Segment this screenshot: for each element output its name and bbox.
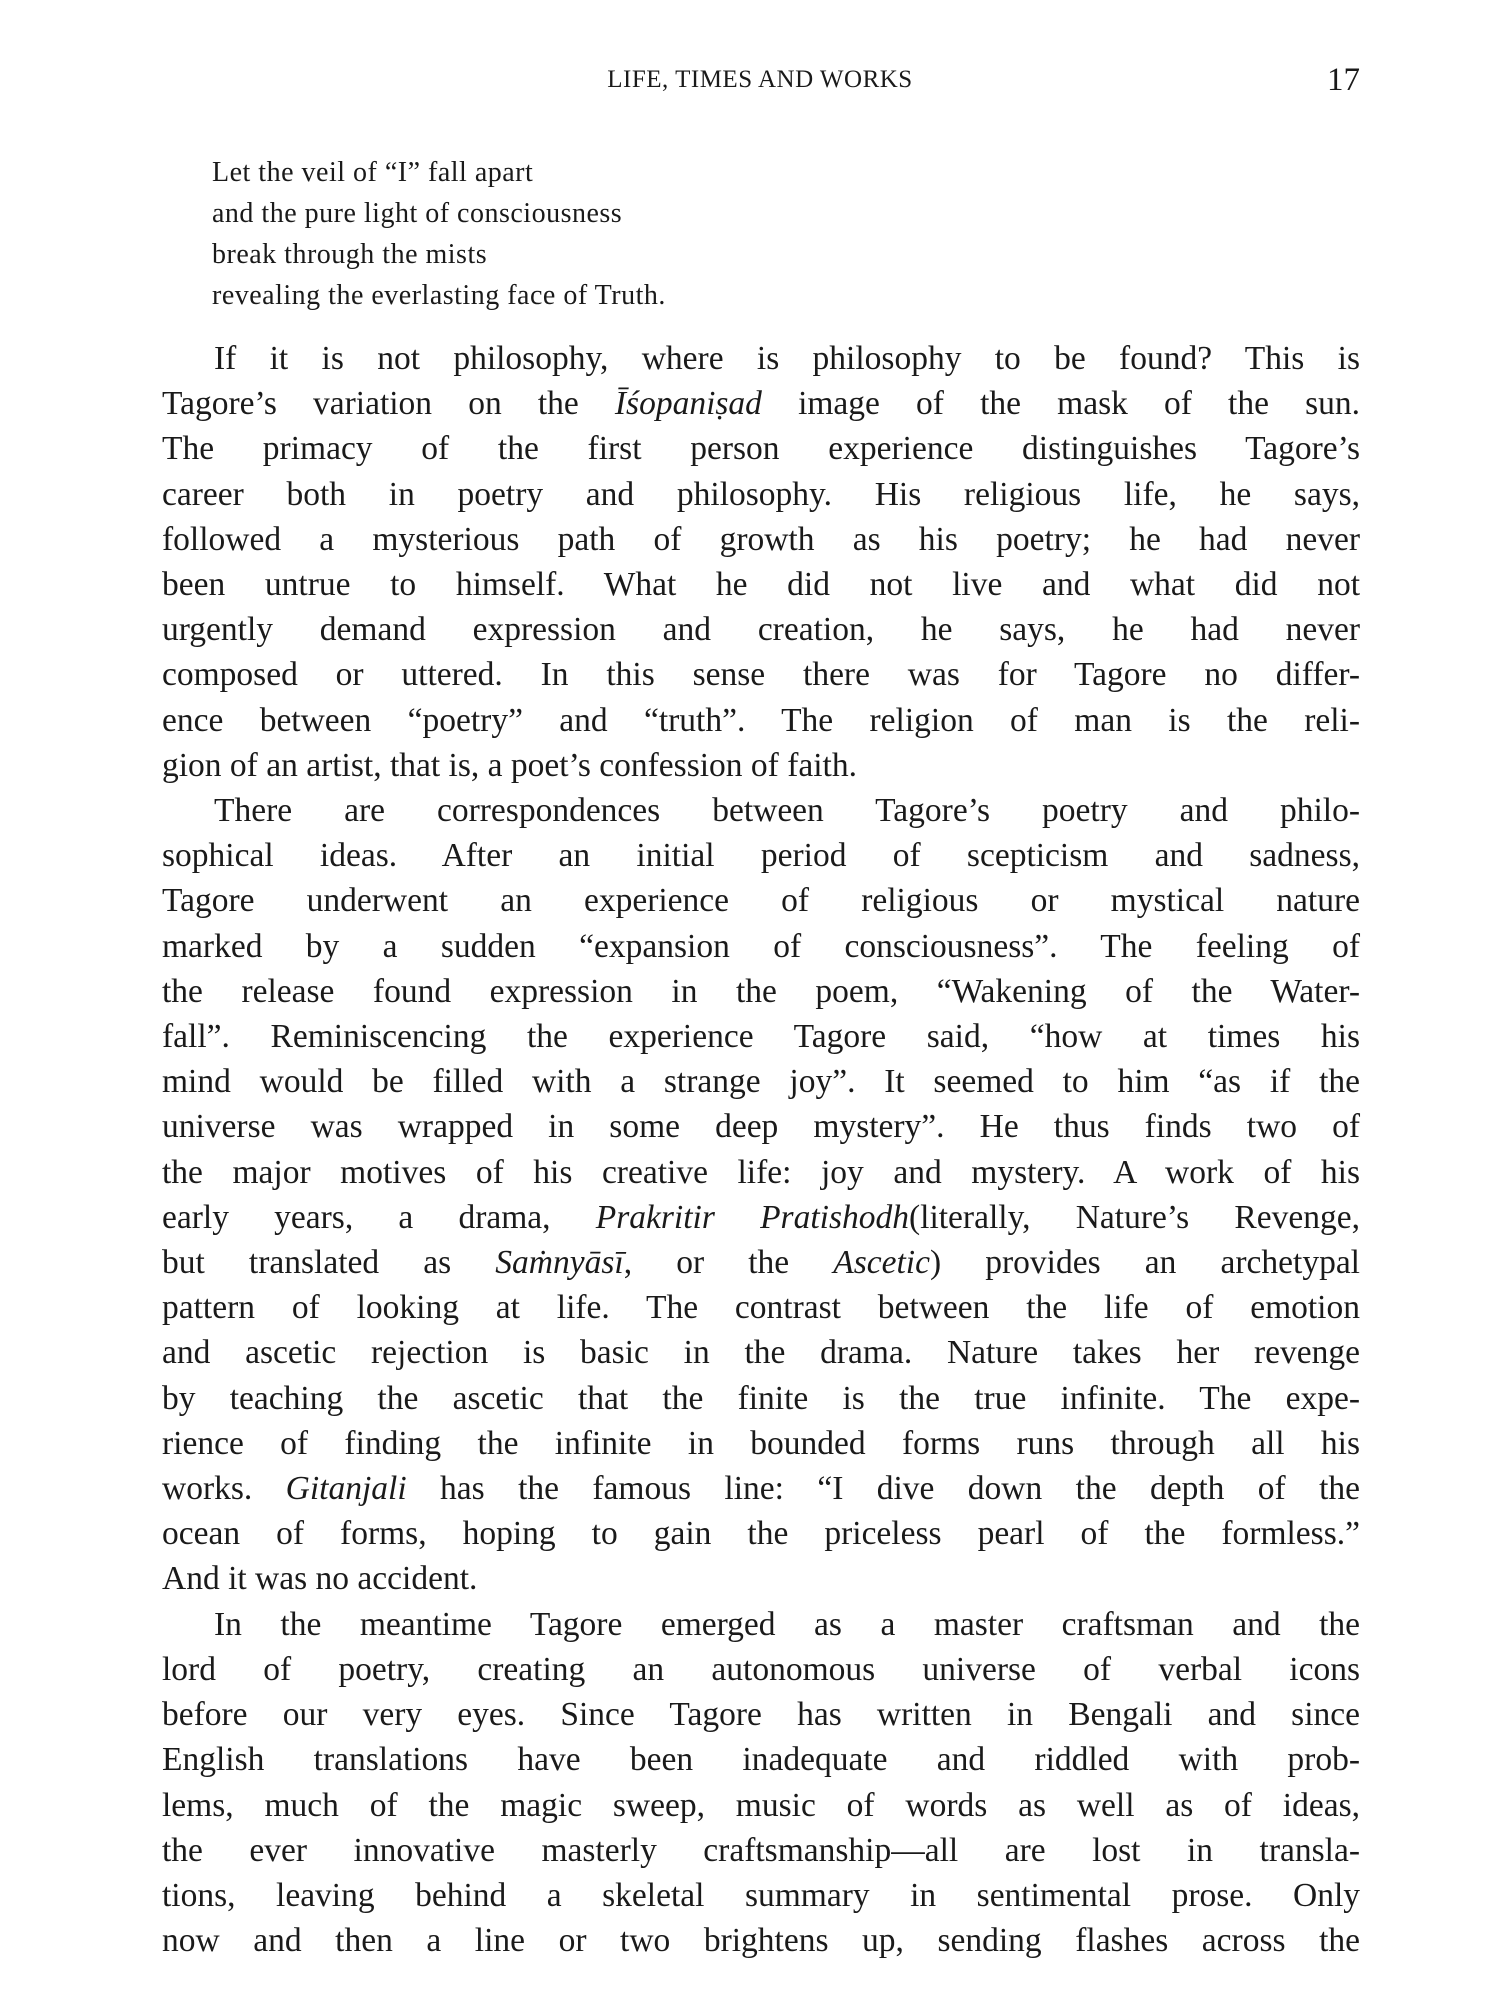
text-line: the release found expression in the poem, “Wakening of the Water- xyxy=(162,972,1360,1010)
text-line: pattern of looking at life. The contrast between the life of emotion xyxy=(162,1289,1360,1327)
text-line: lems, much of the magic sweep, music of words as well as of ideas, xyxy=(162,1786,1360,1824)
text-line: If it is not philosophy, where is philosophy to be found? This is xyxy=(214,340,1360,377)
text-line: before our very eyes. Since Tagore has written in Bengali and since xyxy=(162,1696,1360,1734)
text-line: composed or uttered. In this sense there was for Tagore no differ- xyxy=(162,656,1360,694)
text-line: There are correspondences between Tagore’s poetry and philo- xyxy=(214,792,1360,830)
text-line: early years, a drama, Prakritir Pratishodh(literally, Nature’s Revenge, xyxy=(162,1198,1360,1236)
text-line: and ascetic rejection is basic in the drama. Nature takes her revenge xyxy=(162,1334,1360,1372)
text-line: but translated as Saṁnyāsī, or the Ascetic) provides an archetypal xyxy=(162,1244,1360,1282)
text-line: the ever innovative masterly craftsmanship—all are lost in transla- xyxy=(162,1831,1360,1869)
text-line: ocean of forms, hoping to gain the priceless pearl of the formless.” xyxy=(162,1515,1360,1553)
verse-line: break through the mists xyxy=(212,239,488,270)
text-line: followed a mysterious path of growth as his poetry; he had never xyxy=(162,520,1360,558)
text-line: And it was no accident. xyxy=(162,1560,478,1598)
page-number: 17 xyxy=(1327,62,1360,98)
text-line: works. Gitanjali has the famous line: “I dive down the depth of the xyxy=(162,1470,1360,1508)
text-line: been untrue to himself. What he did not live and what did not xyxy=(162,566,1360,604)
text-line: rience of finding the infinite in bounded forms runs through all his xyxy=(162,1424,1360,1462)
text-line: gion of an artist, that is, a poet’s confession of faith. xyxy=(162,746,857,784)
text-line: fall”. Reminiscencing the experience Tagore said, “how at times his xyxy=(162,1018,1360,1056)
paragraph-3 xyxy=(162,1602,1360,1964)
text-line: mind would be filled with a strange joy”. It seemed to him “as if the xyxy=(162,1063,1360,1101)
text-line: The primacy of the first person experience distinguishes Tagore’s xyxy=(162,430,1360,468)
running-title: LIFE, TIMES AND WORKS xyxy=(607,66,913,93)
running-head xyxy=(160,62,1360,102)
text-line: now and then a line or two brightens up, sending flashes across the xyxy=(162,1922,1360,1960)
text-line: the major motives of his creative life: joy and mystery. A work of his xyxy=(162,1153,1360,1191)
text-line: tions, leaving behind a skeletal summary in sentimental prose. Only xyxy=(162,1876,1360,1914)
text-line: urgently demand expression and creation, he says, he had never xyxy=(162,611,1360,649)
text-line: In the meantime Tagore emerged as a master craftsman and the xyxy=(214,1605,1360,1643)
text-line: Tagore underwent an experience of religious or mystical nature xyxy=(162,882,1360,920)
verse-block xyxy=(212,152,1112,316)
verse-line: revealing the everlasting face of Truth. xyxy=(212,280,666,311)
text-line: by teaching the ascetic that the finite is the true infinite. The expe- xyxy=(162,1379,1360,1417)
body-text xyxy=(162,336,1360,1963)
text-line: career both in poetry and philosophy. His religious life, he says, xyxy=(162,475,1360,513)
verse-line: Let the veil of “I” fall apart xyxy=(212,157,534,188)
text-line: universe was wrapped in some deep mystery”. He thus finds two of xyxy=(162,1108,1360,1146)
text-line: Tagore’s variation on the Īśopaniṣad image of the mask of the sun. xyxy=(162,385,1360,423)
paragraph-1 xyxy=(162,336,1360,788)
text-line: marked by a sudden “expansion of consciousness”. The feeling of xyxy=(162,927,1360,965)
text-line: English translations have been inadequate and riddled with prob- xyxy=(162,1741,1360,1779)
verse-line: and the pure light of consciousness xyxy=(212,198,623,229)
text-line: lord of poetry, creating an autonomous universe of verbal icons xyxy=(162,1650,1360,1688)
paragraph-2 xyxy=(162,788,1360,1602)
text-line: ence between “poetry” and “truth”. The religion of man is the reli- xyxy=(162,701,1360,739)
text-line: sophical ideas. After an initial period of scepticism and sadness, xyxy=(162,837,1360,875)
